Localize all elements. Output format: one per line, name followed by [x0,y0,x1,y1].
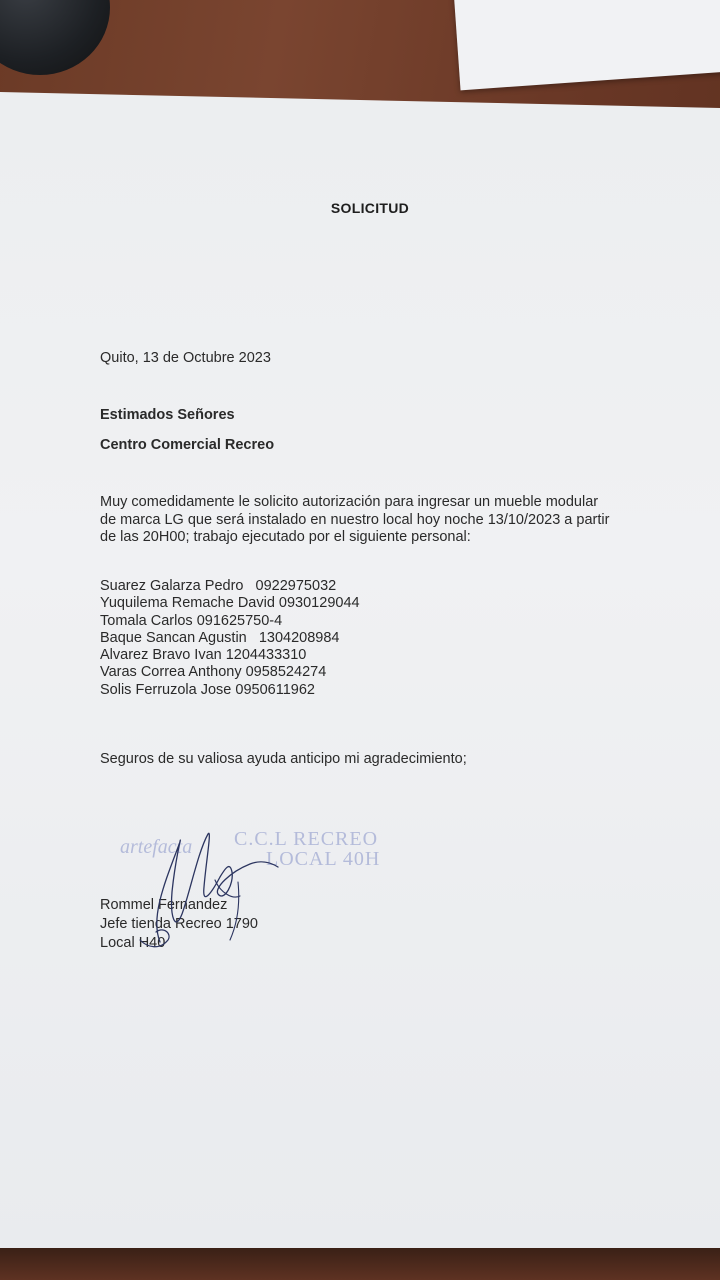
personnel-item: Tomala Carlos 091625750-4 [100,612,283,629]
document-title: SOLICITUD [330,200,410,216]
paragraph-line: de marca LG que será instalado en nuestro local hoy noche 13/10/2023 a partir [100,511,610,528]
personnel-item: Varas Correa Anthony 0958524274 [100,664,327,681]
personnel-item: Solis Ferruzola Jose 0950611962 [100,681,315,698]
closing-line: Seguros de su valiosa ayuda anticipo mi agradecimiento; [100,751,467,767]
personnel-item: Yuquilema Remache David 0930129044 [100,595,360,612]
personnel-item: Baque Sancan Agustin 1304208984 [100,629,340,646]
stamp-line: C.C.L RECREO [234,828,379,850]
personnel-list [100,578,360,699]
paragraph-line: Muy comedidamente le solicito autorización para ingresar un mueble modular [100,494,599,510]
date-line: Quito, 13 de Octubre 2023 [100,350,271,366]
salutation: Estimados Señores [100,407,235,423]
handwritten-signature [120,822,280,962]
paragraph-line: de las 20H00; trabajo ejecutado por el siguiente personal: [100,529,471,545]
personnel-item: Suarez Galarza Pedro 0922975032 [100,578,337,594]
stamp-local: LOCAL 40H [266,848,381,870]
stamp-brand: artefacta [120,836,193,858]
personnel-item: Alvarez Bravo Ivan 1204433310 [100,647,307,664]
recipient: Centro Comercial Recreo [100,437,275,453]
desk-edge [0,1248,720,1280]
signer-name: Rommel Fernandez [100,897,228,913]
request-paragraph [100,494,640,547]
signer-location: Local H40 [100,935,166,951]
signer-role: Jefe tienda Recreo 1790 [100,916,258,932]
